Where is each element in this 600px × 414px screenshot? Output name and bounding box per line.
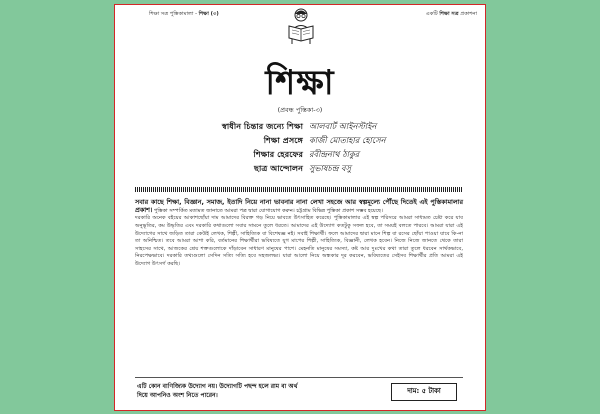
publisher-header: একটি শিক্ষা সত্র প্রকাশনা — [425, 11, 477, 17]
booklet-title: শিক্ষা — [265, 63, 335, 103]
non-commercial-notice: এটি কোন বাণিজ্যিক উদ্যোগ নয়। উদ্যোগটি পছন্দ হলে রাম বা অর্থ দিয়ে আপনিও অংশ নিতে পারেন। — [137, 383, 298, 399]
body-paragraph: দরকারি অনেক বইয়ের আকাশছোঁয়া দাম আমাদের বিরক্ত গড় নিয়ে ভাবতে উৎসাহিত করেছে। পুস্তিকামালার এই স্বল্প পরিসরে আমরা সাধ্যমত চেষ্টা করে যাব অনুভূতির, কম উদ্ধৃতির এবং দরকারি কথাগুলো সবার সামনে তুলে ধরতে। আমাদের এই উদ্যোগ কতটুকু সফল হবে, তা সময়ই বলতে পারবে। আমরা যারা এই উদ্যোগের সাথে জড়িত তারা কেউই লেখক, শিল্পী, সাহিত্যিক বা বিশেষজ্ঞ নই। সবাই শিক্ষার্থী। ফলে আমাদের দ্বারা মানে শিল্প বা রসের ছোঁয়া পাওয়া যাবে কি-না তা অনিশ্চিত। তবে আমরা আশা করি, বর্তমানের শিক্ষার্থীরা ভবিষ্যতে যুগ মাপের শিল্পী, সাহিত্যিক, বিজ্ঞানী, লেখক হবেন। নিজে নিজে জানতে থেকে তারা সাহসের সাথে, আজকের শ্রেয় শক্তগুলোকে দাঁড়াবেন সাধারণ মানুষের পাশে। মেহনতি মানুষের সমস্যা, কষ্ট আর দুঃখের কথা তারা তুলে ধরবেন সার্থকভাবে, নিরপেক্ষভাবে। দরকারি তথ্যগুলো সেদিন সত্যি সত্যি হবে সহজলভ্য। যারা আলো নিয়ে অন্ধকার দূর করবেন, ভবিষ্যতের সেইসব শিক্ষার্থীর প্রতি আমরা এই উদ্যোগ উৎসর্গ করছি। — [135, 215, 463, 267]
price-box: দাম: ৫ টাকা — [391, 383, 457, 401]
booklet-subtitle: (প্রবন্ধ পুস্তিকা-৩) — [277, 106, 323, 114]
contents-item — [115, 149, 486, 162]
reading-person-logo — [284, 8, 318, 46]
contents-item — [115, 163, 486, 176]
essay-title: শিক্ষা প্রসঙ্গে — [263, 135, 303, 145]
contents-item — [115, 135, 486, 148]
series-number: শিক্ষা (৩) — [198, 11, 219, 17]
essay-author: আলবার্ট আইনস্টাইন — [309, 121, 377, 131]
essay-title: ছাত্র আন্দোলন — [254, 163, 303, 173]
essay-author: রবীন্দ্রনাথ ঠাকুর — [309, 149, 360, 159]
dotted-divider — [135, 187, 463, 192]
essay-title: শিক্ষার হেরফের — [253, 149, 303, 159]
introduction-text — [135, 198, 463, 268]
contents-item — [115, 121, 486, 134]
essay-author: সুভাষচন্দ্র বসু — [309, 163, 352, 173]
essay-title: স্বাধীন চিন্তার জন্যে শিক্ষা — [221, 121, 303, 131]
booklet-cover-page — [114, 4, 486, 411]
lead-paragraph: সবার কাছে শিক্ষা, বিজ্ঞান, সমাজ, ইতাদি নিয়ে নানা ভাবনার নানা লেখা সহজে আর স্বল্পমূল্যে পৌঁছে দিতেই এই পুস্তিকামালার প্রকাশ। পুস্তিকা সম্পর্কিত মতামত জানাতে আমরা পত্র দ্বারা যোগাযোগ করুন। চট্টগ্রাম বিভিন্ন পুস্তিকা প্রকাশ সম্ভব হয়েছে। — [135, 198, 463, 215]
publisher-name: শিক্ষা সত্র — [439, 11, 459, 17]
essay-author: কাজী মোতাহার হোসেন — [309, 135, 386, 145]
footer-divider — [135, 377, 463, 378]
series-header: শিক্ষা সত্র পুস্তিকামালা - শিক্ষা (৩) — [149, 11, 219, 17]
